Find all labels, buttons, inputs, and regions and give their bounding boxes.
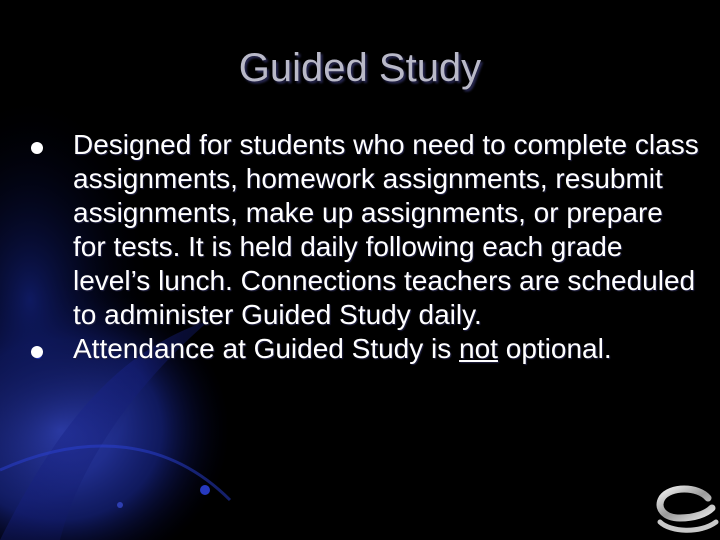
underlined-word: not bbox=[459, 333, 498, 364]
blue-dot-3 bbox=[117, 502, 123, 508]
bullet-text-before: Attendance at Guided Study is bbox=[73, 333, 460, 364]
bullet-text: Designed for students who need to complete class assignments, homework assignments, resubmit assignments, make up assignments, or prepare for tests. It is held daily following each grade level’s lunch. Connections teachers are scheduled to administer Guided Study daily. bbox=[73, 129, 699, 330]
bullet-item-attendance bbox=[20, 332, 700, 366]
swirl-ring-icon bbox=[650, 478, 720, 540]
bullet-item-description bbox=[20, 128, 700, 332]
bullet-icon bbox=[31, 142, 43, 154]
blue-dot-2 bbox=[200, 485, 210, 495]
bullet-icon bbox=[31, 346, 43, 358]
bullet-text-after: optional. bbox=[497, 333, 612, 364]
bullet-list bbox=[20, 128, 700, 366]
slide-title: Guided Study bbox=[238, 46, 482, 90]
